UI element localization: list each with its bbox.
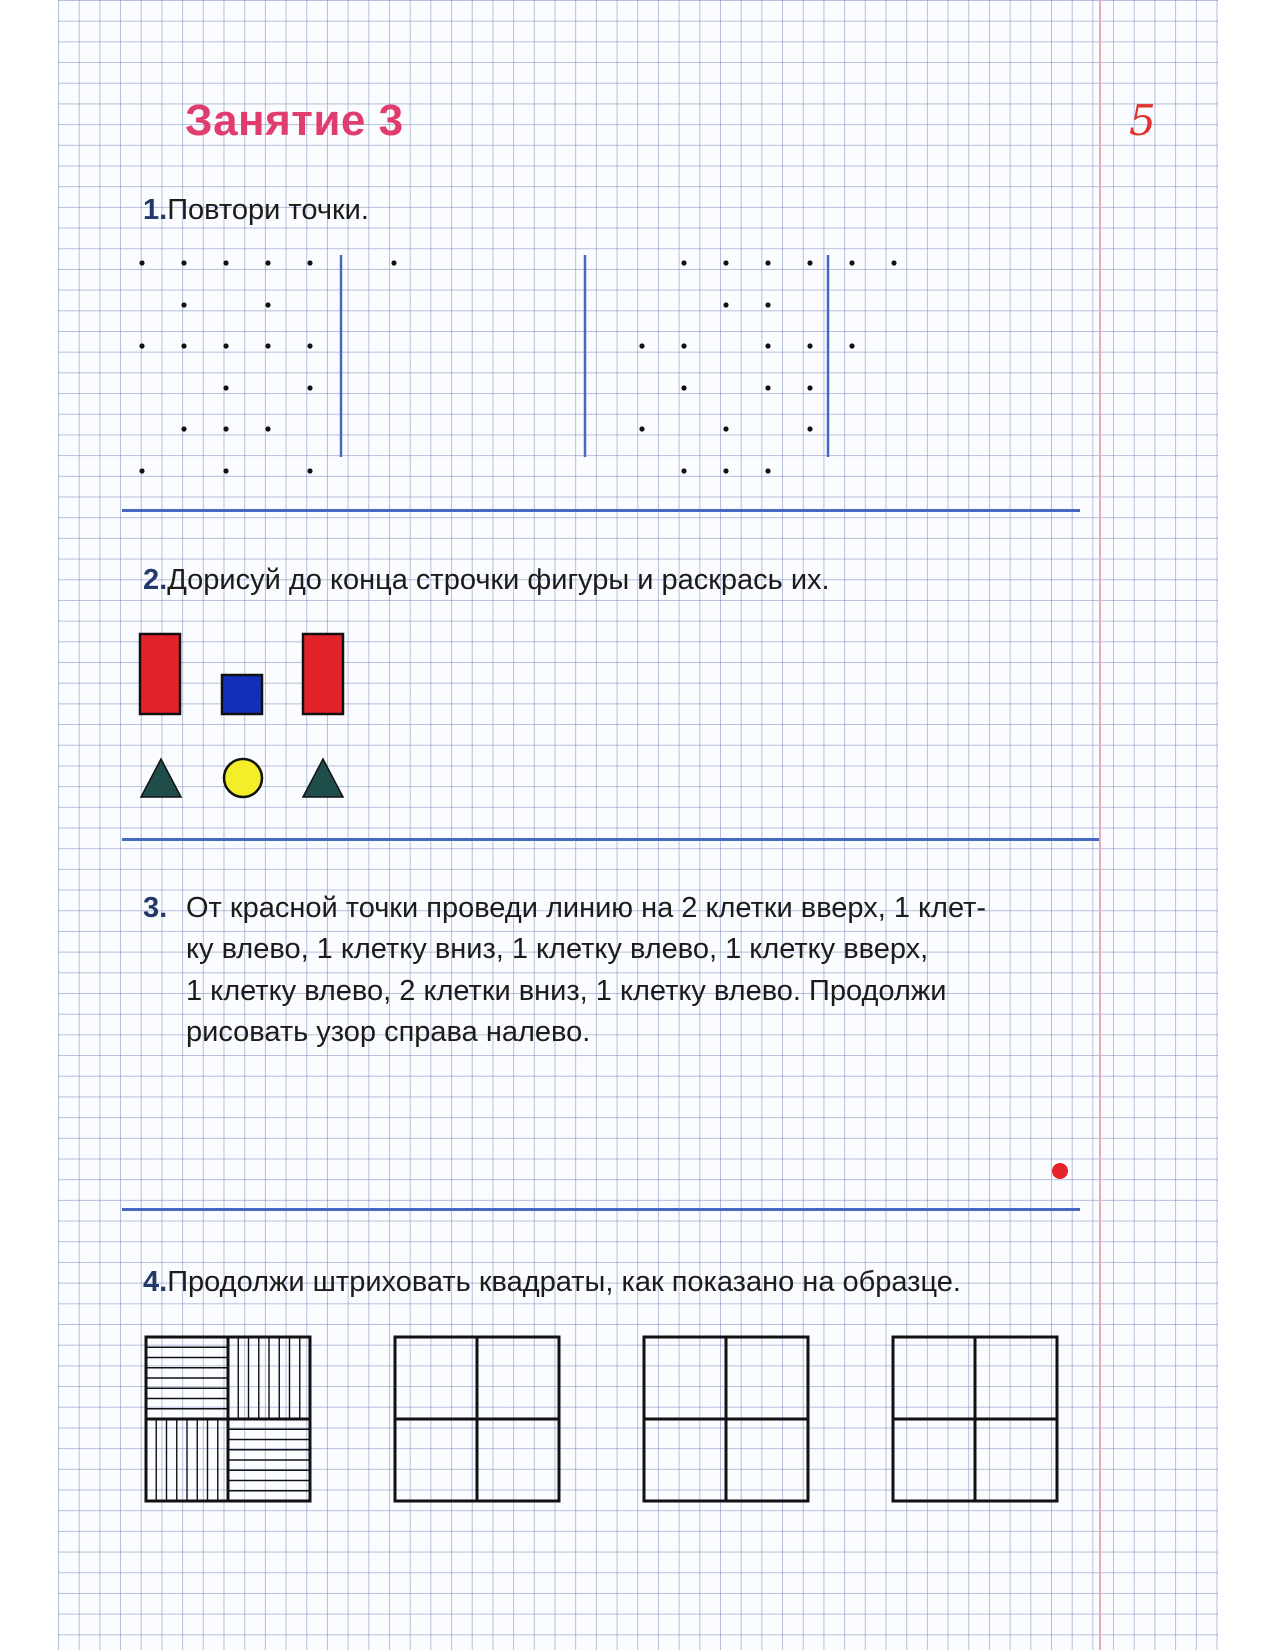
hatched-sample-square (146, 1337, 310, 1501)
task-4-number: 4. (143, 1266, 168, 1298)
task-1-number: 1. (143, 194, 168, 226)
task-2-text: Дорисуй до конца строчки фигуры и раскрась их. (167, 564, 830, 596)
empty-squares (395, 1337, 1057, 1501)
task-3-number: 3. (143, 892, 168, 924)
page-number: 5 (1129, 96, 1156, 145)
task-3-text: От красной точки проведи линию на 2 клетки вверх, 1 клет- ку влево, 1 клетку вниз, 1 клетку влево, 1 клетку вверх, 1 клетку влево, 2 клетки вниз, 1 клетку влево. Продолжи рисовать узор справа налево. (186, 892, 987, 1049)
task-4-text: Продолжи штриховать квадраты, как показано на образце. (167, 1266, 961, 1298)
lesson-title: Занятие 3 (185, 96, 404, 145)
task-1-text: Повтори точки. (167, 194, 369, 226)
task-2-number: 2. (143, 564, 168, 596)
